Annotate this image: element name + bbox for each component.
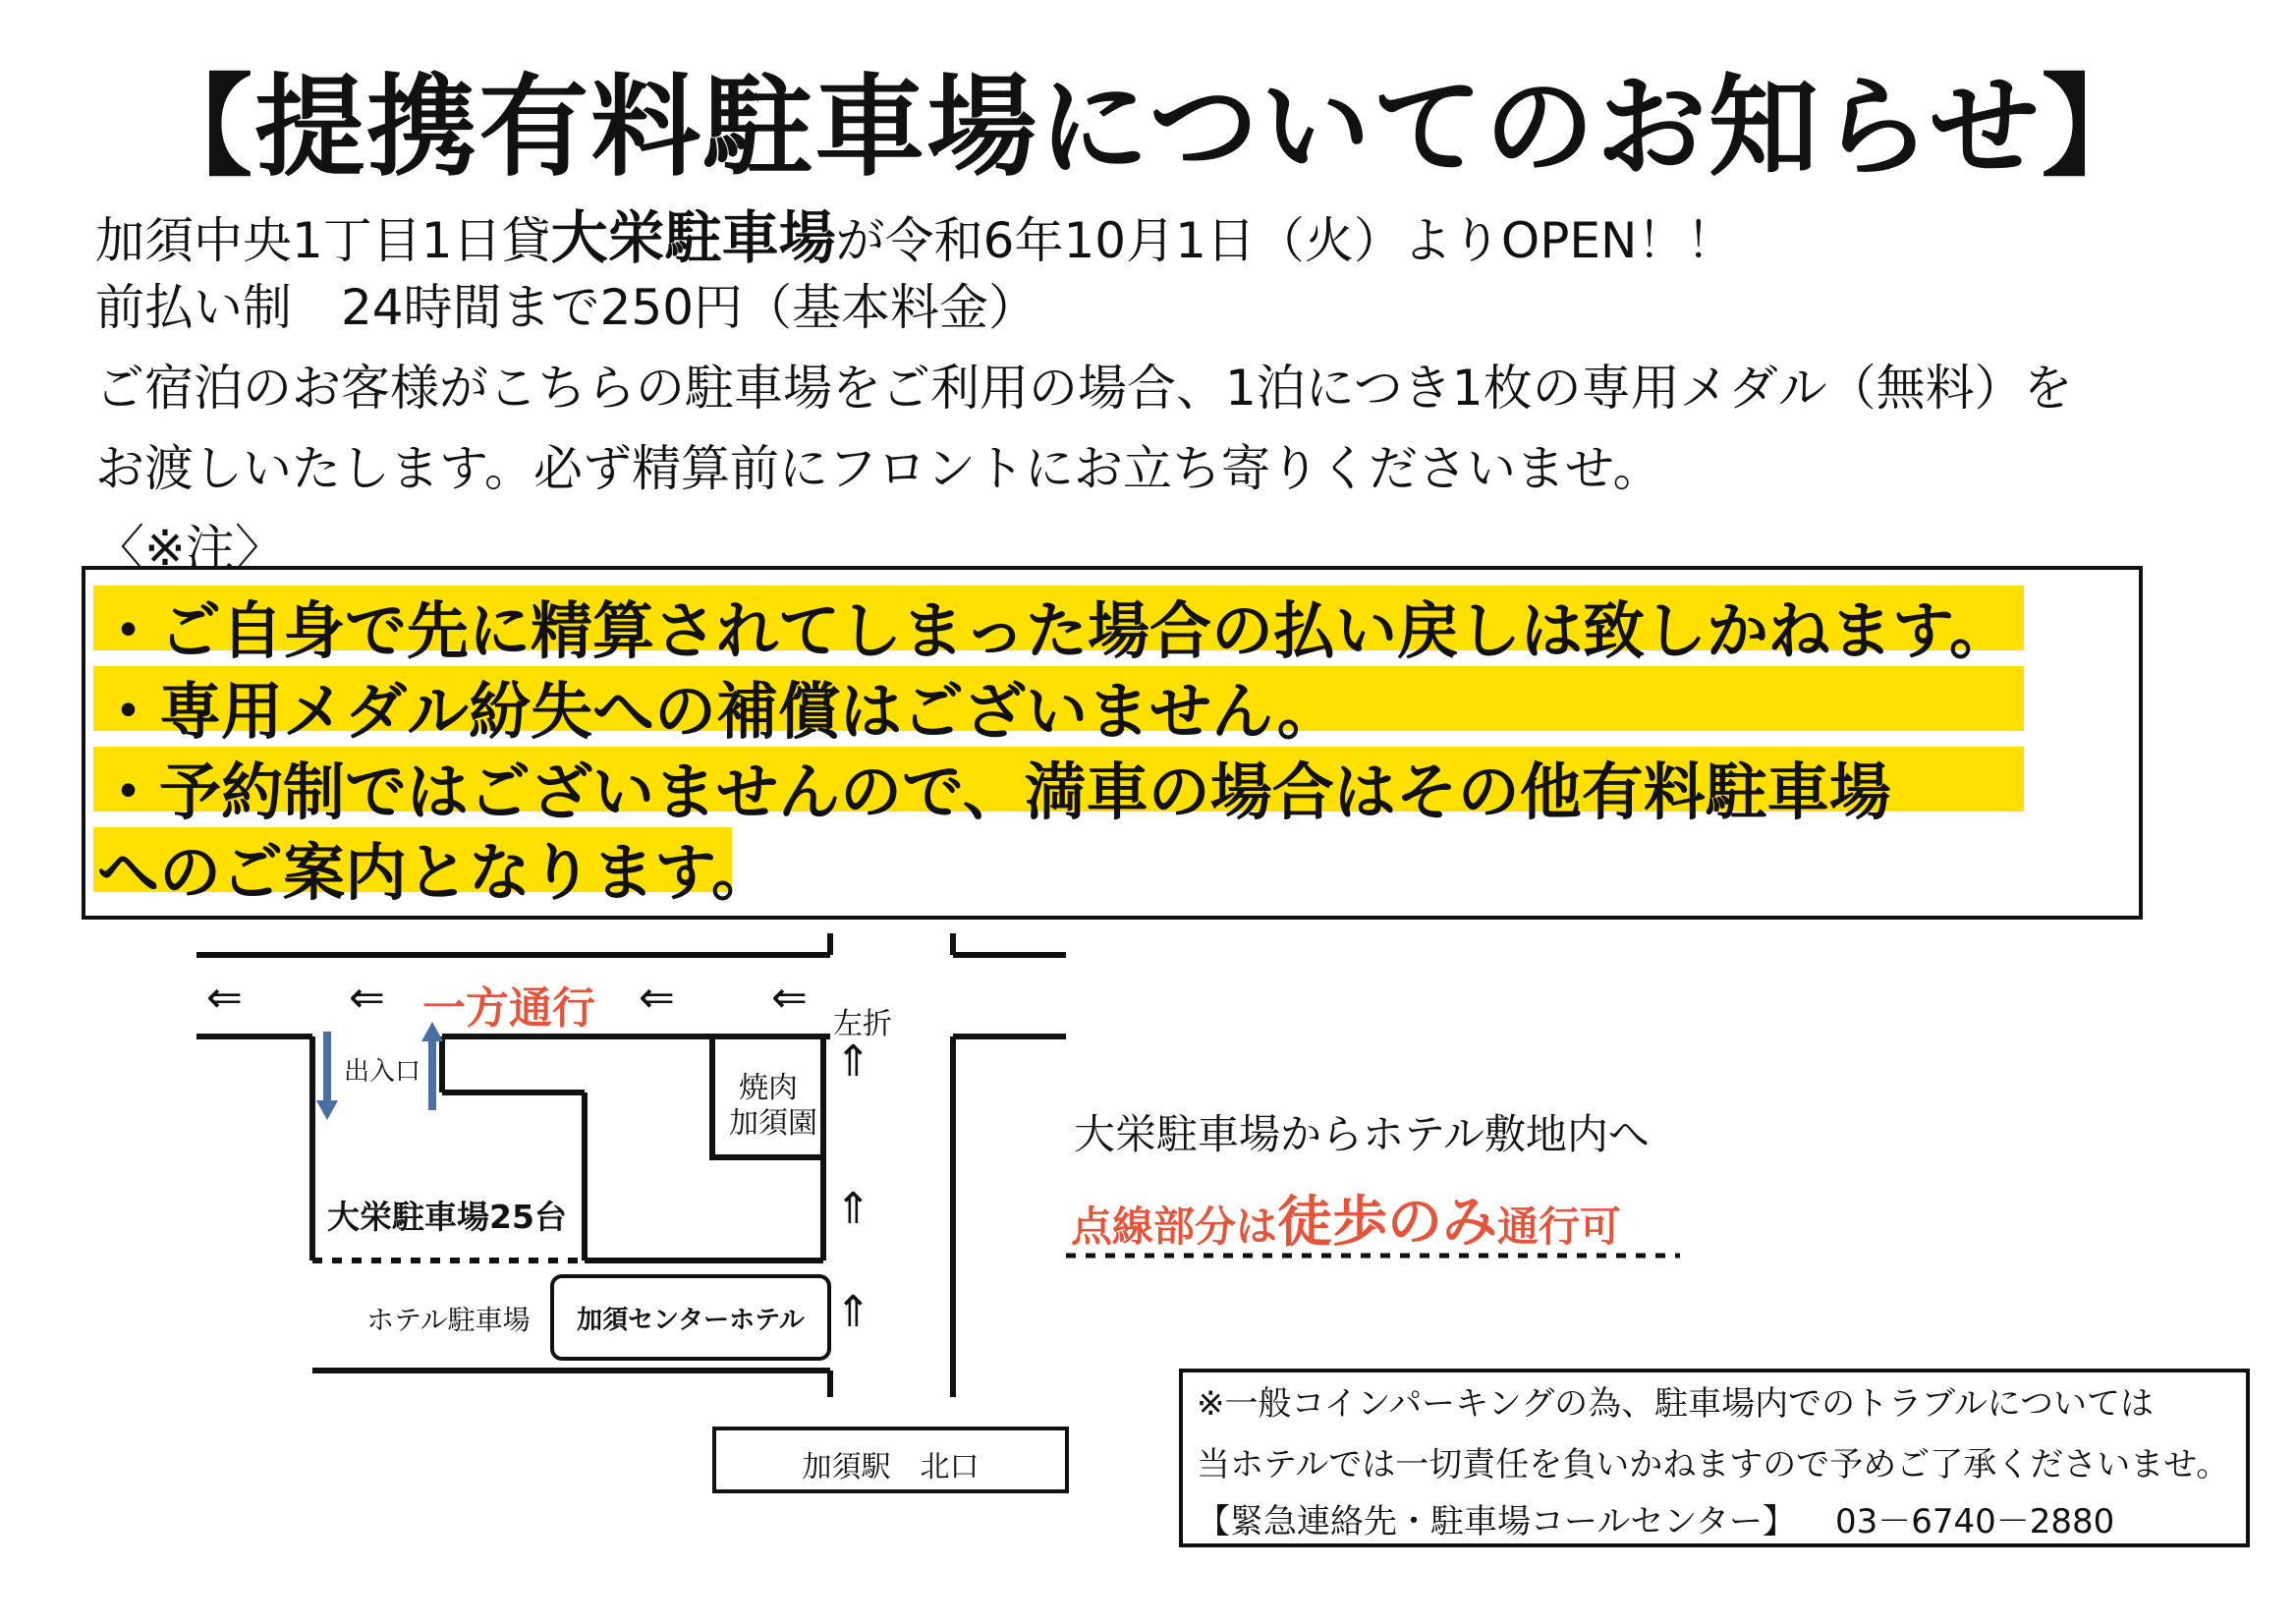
disclaimer-box [1179, 1369, 2250, 1547]
parking-label: 大栄駐車場25台 [327, 1198, 567, 1236]
route-note-a: 点線部分は [1071, 1203, 1278, 1251]
hotel-label: 加須センターホテル [577, 1306, 805, 1335]
entrance-label: 出入口 [344, 1057, 421, 1087]
hotel-parking-label: ホテル駐車場 [366, 1304, 531, 1336]
note-item-3: ・予約制ではございませんので、満車の場合はその他有料駐車場 [97, 756, 1891, 828]
emergency-phone: 03－6740－2880 [1834, 1502, 2115, 1541]
page-title: 【提携有料駐車場についてのお知らせ】 [142, 64, 2154, 192]
one-way-arrow-1: ⇐ [206, 973, 243, 1023]
yakiniku-label-2: 加須園 [729, 1106, 817, 1141]
one-way-arrow-2: ⇐ [349, 973, 385, 1023]
hotel-box [550, 1274, 831, 1361]
note-item-4: へのご案内となります。 [97, 837, 773, 909]
disclaimer-line-1: ※一般コインパーキングの為、駐車場内でのトラブルについては [1197, 1384, 2155, 1424]
note-item-2: ・専用メダル紛失への補償はございません。 [97, 676, 1339, 748]
intro-parking-name: 大栄駐車場 [550, 204, 836, 271]
yakiniku-label-1: 焼肉 [739, 1071, 798, 1105]
disclaimer-line-2: 当ホテルでは一切責任を負いかねますので予めご了承くださいませ。 [1197, 1445, 2230, 1484]
station-box [712, 1427, 1069, 1493]
notes-header: 〈※注〉 [95, 520, 284, 577]
up-arrow-3: ⇑ [835, 1287, 871, 1337]
route-note-line-2 [1071, 1179, 1621, 1258]
up-arrow-2: ⇑ [835, 1184, 871, 1234]
one-way-arrow-4: ⇐ [771, 973, 808, 1023]
route-note-b: 徒歩のみ [1277, 1191, 1498, 1255]
intro-line-3: ご宿泊のお客様がこちらの駐車場をご利用の場合、1泊につき1枚の専用メダル（無料）を [95, 360, 2073, 417]
intro-line-4: お渡しいたします。必ず精算前にフロントにお立ち寄りくださいませ。 [95, 440, 1662, 497]
route-note-line-1: 大栄駐車場からホテル敷地内へ [1074, 1110, 1650, 1158]
one-way-label: 一方通行 [422, 983, 595, 1034]
intro-line-1-a: 加須中央1丁目1日貸 [95, 212, 551, 269]
intro-line-1-c: が令和6年10月1日（火）よりOPEN！！ [835, 212, 1736, 269]
emergency-contact-label: 【緊急連絡先・駐車場コールセンター】 [1197, 1502, 1796, 1541]
one-way-arrow-3: ⇐ [639, 973, 675, 1023]
left-turn-label: 左折 [833, 1007, 892, 1041]
up-arrow-1: ⇑ [835, 1036, 871, 1087]
route-note-c: 通行可 [1497, 1203, 1622, 1251]
station-label: 加須駅 北口 [802, 1450, 980, 1484]
note-item-1: ・ご自身で先に精算されてしまった場合の払い戻しは致しかねます。 [97, 595, 2011, 667]
intro-line-2: 前払い制 24時間まで250円（基本料金） [95, 279, 1038, 336]
disclaimer-line-3 [1197, 1494, 2114, 1542]
